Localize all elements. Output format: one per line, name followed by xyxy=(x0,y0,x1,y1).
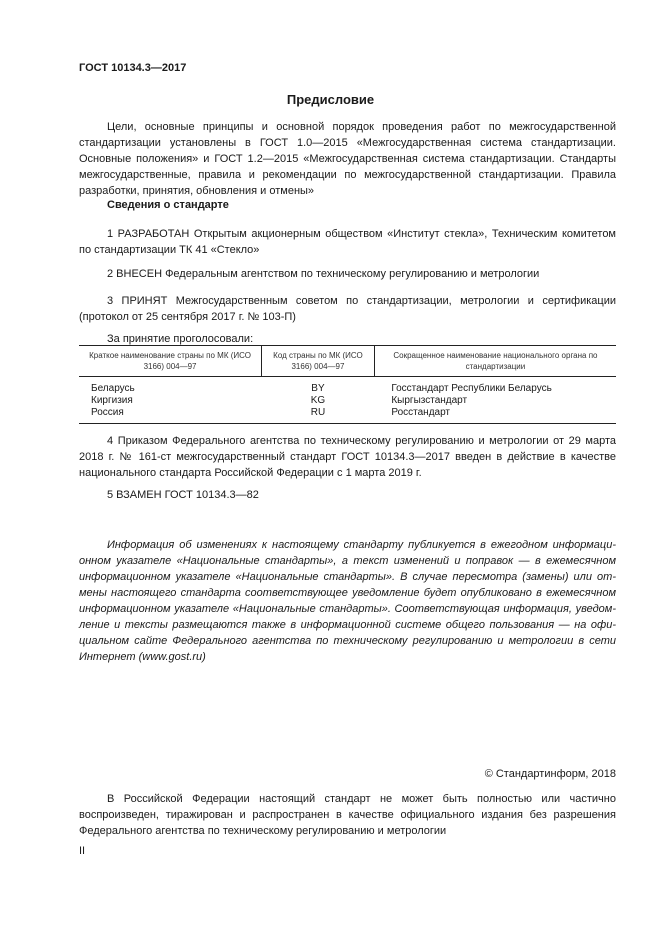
code-cell: RU xyxy=(262,407,375,424)
info-note: Информация об изменениях к настоящему стандарту публикуется в ежегодном информационном указателе «Национальные стандарты», а текст изменений и поправок — в ежемесячном информационном указателе «Национальные стандарты». В случае пересмотра (замены) или отмены настоящего стандарта соответствующее уведомление будет опубликовано в ежемесячном информационном указателе «Национальные стандарты». Соответствующая информация, уведомление и тексты размещаются также в информационной системе общего пользования — на официальном сайте Федерального агентства по техническому регулированию и метрологии в сети Интернет (www.gost.ru) xyxy=(79,539,616,663)
document-code: ГОСТ 10134.3—2017 xyxy=(79,62,187,74)
body-cell: Кыргызстандарт xyxy=(391,395,468,406)
table-row xyxy=(79,395,616,407)
intro-paragraph: Цели, основные принципы и основной порядок проведения работ по межгосударственной стандартизации установлены в ГОСТ 1.0—2015 «Межгосударственная система стандартизации. Основные положения» и ГОСТ 1.2—2015 «Межгосударственная система стандартизации. Стандарты межгосударственные, правила и рекомендации по межгосударственной стандартизации. Правила разработки, принятия, обновления и отмены» xyxy=(79,121,616,197)
section-title: Сведения о стандарте xyxy=(107,199,229,211)
item-replaces: 5 ВЗАМЕН ГОСТ 10134.3—82 xyxy=(107,489,259,501)
country-cell: Киргизия xyxy=(91,395,133,406)
page-number: II xyxy=(79,845,86,857)
votes-table xyxy=(79,345,616,424)
country-cell: Беларусь xyxy=(91,383,135,394)
item-adopted: 3 ПРИНЯТ Межгосударственным советом по стандартизации, метрологии и сертификации (протокол от 25 сентября 2017 г. № 103-П) xyxy=(79,295,616,323)
col-header-code: Код страны по МК (ИСО 3166) 004—97 xyxy=(262,346,375,377)
copyright: © Стандартинформ, 2018 xyxy=(484,768,616,780)
body-cell: Госстандарт Республики Беларусь xyxy=(391,383,552,394)
code-cell: BY xyxy=(311,383,325,394)
item-enacted: 4 Приказом Федерального агентства по техническому регулированию и метрологии от 29 марта 2018 г. № 161-ст межгосударственный стандарт ГОСТ 10134.3—2017 введен в действие в качестве национального стандарта Российской Федерации с 1 марта 2019 г. xyxy=(79,435,616,479)
country-cell: Россия xyxy=(79,407,262,424)
page-title: Предисловие xyxy=(286,92,375,107)
votes-intro: За принятие проголосовали: xyxy=(107,333,254,345)
table-header-row xyxy=(79,346,616,377)
item-developed: 1 РАЗРАБОТАН Открытым акционерным обществом «Институт стекла», Техническим комитетом по стандартизации ТК 41 «Стекло» xyxy=(79,228,616,256)
rights-notice: В Российской Федерации настоящий стандарт не может быть полностью или частично воспроизведен, тиражирован и распространен в качестве официального издания без разрешения Федерального агентства по техническому регулированию и метрологии xyxy=(79,793,616,837)
item-introduced: 2 ВНЕСЕН Федеральным агентством по техническому регулированию и метрологии xyxy=(107,268,540,280)
table-row xyxy=(79,377,616,396)
body-cell: Росстандарт xyxy=(374,407,616,424)
col-header-body: Сокращенное наименование национального органа по стандартизации xyxy=(374,346,616,377)
table-row xyxy=(79,407,616,424)
code-cell: KG xyxy=(310,395,326,406)
col-header-country: Краткое наименование страны по МК (ИСО 3166) 004—97 xyxy=(79,346,262,377)
